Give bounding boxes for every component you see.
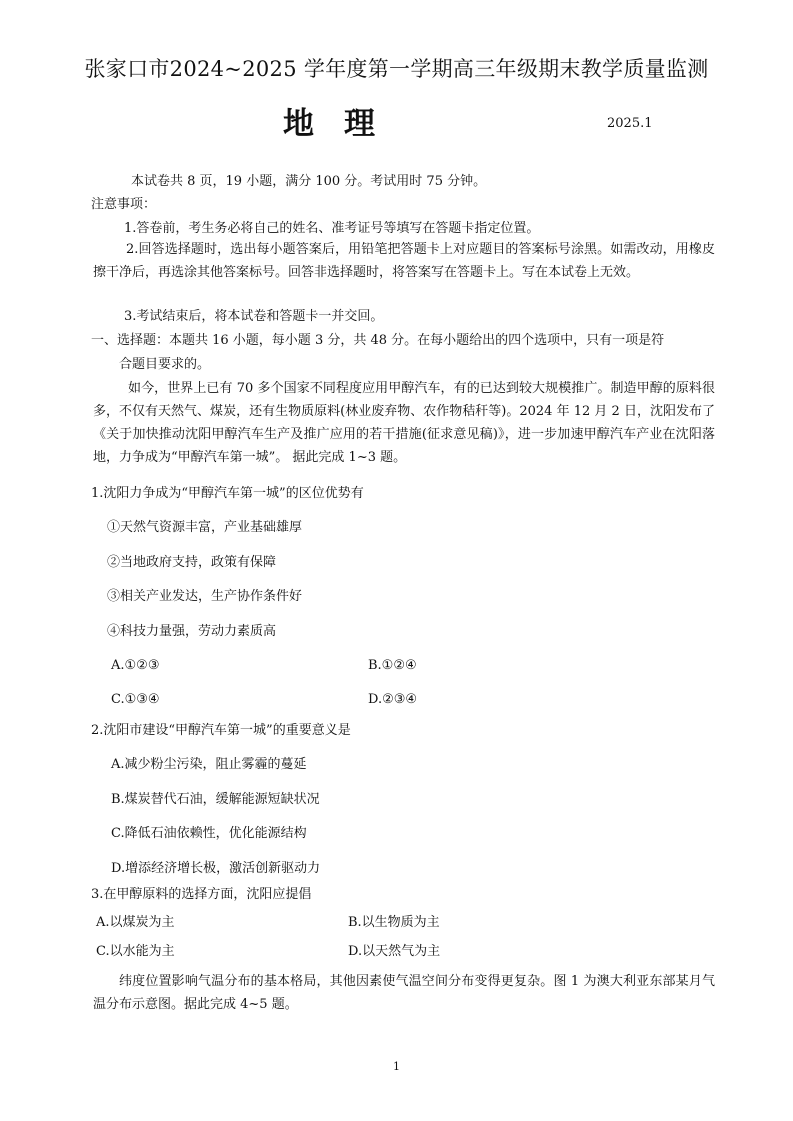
q1-item-4: ④科技力量强，劳动力素质高 xyxy=(107,624,277,639)
q3-option-b: B.以生物质为主 xyxy=(348,915,440,930)
passage-temperature: 纬度位置影响气温分布的基本格局，其他因素使气温空间分布变得更复杂。图 1 为澳大利亚东部某月气温分布示意图。据此完成 4~5 题。 xyxy=(93,974,715,1012)
section-heading-cont: 合题目要求的。 xyxy=(119,357,211,372)
note-2: 2.回答选择题时，选出每小题答案后，用铅笔把答题卡上对应题目的答案标号涂黑。如需改动，用橡皮擦干净后，再选涂其他答案标号。回答非选择题时，将答案写在答题卡上。写在本试卷上无效。 xyxy=(93,242,715,280)
subject-title: 地理 xyxy=(283,106,405,142)
exam-title: 张家口市2024~2025 学年度第一学期高三年级期末教学质量监测 xyxy=(84,57,709,81)
passage-methanol: 如今，世界上已有 70 多个国家不同程度应用甲醇汽车，有的已达到较大规模推广。制造甲醇的原料很多，不仅有天然气、煤炭，还有生物质原料(林业废弃物、农作物秸秆等)。2024 年 12 月 2 日，沈阳发布了《关于加快推动沈阳甲醇汽车生产及推广应用的若干措施(征求意见稿)》，进一步加速甲醇汽车产业在沈阳落地，力争成为“甲醇汽车第一城”。 据此完成 1~3 题。 xyxy=(93,381,715,465)
q2-option-a: A.减少粉尘污染，阻止雾霾的蔓延 xyxy=(111,757,307,772)
q3-option-d: D.以天然气为主 xyxy=(348,944,441,959)
q2-option-d: D.增添经济增长极，激活创新驱动力 xyxy=(111,861,321,876)
q1-option-b: B.①②④ xyxy=(368,658,417,673)
question-1-stem: 1.沈阳力争成为“甲醇汽车第一城”的区位优势有 xyxy=(91,486,364,501)
question-2-stem: 2.沈阳市建设“甲醇汽车第一城”的重要意义是 xyxy=(91,723,351,738)
q1-option-c: C.①③④ xyxy=(111,692,160,707)
q1-option-d: D.②③④ xyxy=(368,692,418,707)
section-heading: 一、选择题：本题共 16 小题，每小题 3 分，共 48 分。在每小题给出的四个选项中，只有一项是符 xyxy=(91,333,665,348)
q2-option-b: B.煤炭替代石油，缓解能源短缺状况 xyxy=(111,792,320,807)
notice-title: 注意事项： xyxy=(91,197,157,212)
exam-info: 本试卷共 8 页，19 小题，满分 100 分。考试用时 75 分钟。 xyxy=(131,174,487,189)
q1-item-1: ①天然气资源丰富，产业基础雄厚 xyxy=(107,520,303,535)
q1-item-2: ②当地政府支持，政策有保障 xyxy=(107,555,277,570)
q2-option-c: C.降低石油依赖性，优化能源结构 xyxy=(111,826,307,841)
exam-date: 2025.1 xyxy=(607,116,653,131)
question-3-stem: 3.在甲醇原料的选择方面，沈阳应提倡 xyxy=(91,887,312,902)
q1-item-3: ③相关产业发达，生产协作条件好 xyxy=(107,589,303,604)
q3-option-c: C.以水能为主 xyxy=(96,944,175,959)
note-1: 1.答卷前，考生务必将自己的姓名、准考证号等填写在答题卡指定位置。 xyxy=(124,221,540,236)
q3-option-a: A.以煤炭为主 xyxy=(96,915,175,930)
note-3: 3.考试结束后，将本试卷和答题卡一并交回。 xyxy=(124,309,384,324)
page-number: 1 xyxy=(393,1060,400,1073)
q1-option-a: A.①②③ xyxy=(111,658,160,673)
